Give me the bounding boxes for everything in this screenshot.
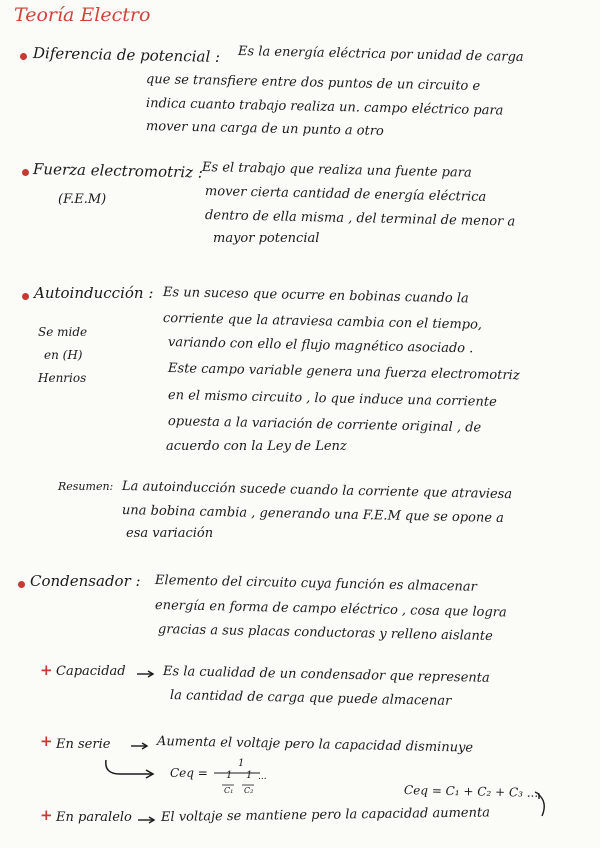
bullet-dot xyxy=(22,293,29,300)
definition-line: energía en forma de campo eléctrico , cosa que logra xyxy=(154,598,507,621)
definition-line: Es la cualidad de un condensador que representa xyxy=(162,664,490,686)
definition-line: en el mismo circuito , lo que induce una corriente xyxy=(167,388,497,410)
curved-arrow-icon xyxy=(534,790,552,820)
definition-line: opuesta a la variación de corriente original , de xyxy=(167,414,482,436)
definition-line: Es un suceso que ocurre en bobinas cuando la xyxy=(162,285,469,307)
fem-abbreviation: (F.E.M) xyxy=(58,192,107,207)
summary-line: una bobina cambia , generando una F.E.M que se opone a xyxy=(121,503,505,526)
subterm-en-serie: En serie xyxy=(56,737,111,752)
parallel-formula: Ceq = C₁ + C₂ + C₃ ... xyxy=(403,783,539,800)
definition-line: la cantidad de carga que puede almacenar xyxy=(169,688,452,709)
plus-marker: + xyxy=(40,732,53,750)
summary-line: La autoinducción sucede cuando la corriente que atraviesa xyxy=(121,479,513,503)
plus-marker: + xyxy=(40,661,53,679)
term-diferencia-potencial: Diferencia de potencial : xyxy=(32,44,221,66)
definition-line: dentro de ella misma , del terminal de menor a xyxy=(204,208,516,230)
formula-top-numerator: 1 xyxy=(238,758,245,769)
arrow-right-icon xyxy=(130,742,150,750)
subterm-en-paralelo: En paralelo xyxy=(56,810,132,825)
definition-line: acuerdo con la Ley de Lenz xyxy=(166,439,347,454)
definition-line: Es la energía eléctrica por unidad de carga xyxy=(237,44,524,65)
curved-arrow-icon xyxy=(100,758,160,780)
bullet-dot xyxy=(18,581,25,588)
definition-line: mover una carga de un punto a otro xyxy=(145,119,384,139)
definition-line: El voltaje se mantiene pero la capacidad aumenta xyxy=(160,805,491,825)
side-note-line: Se mide xyxy=(38,325,88,339)
arrow-right-icon xyxy=(136,670,156,678)
term-autoinduccion: Autoinducción : xyxy=(34,284,154,302)
term-condensador: Condensador : xyxy=(30,572,141,590)
definition-line: variando con ello el flujo magnético asociado . xyxy=(167,335,474,357)
summary-line: esa variación xyxy=(126,526,214,541)
definition-line: Es el trabajo que realiza una fuente para xyxy=(201,160,472,181)
formula-ellipsis: ... xyxy=(258,772,267,782)
definition-line: Este campo variable genera una fuerza electromotriz xyxy=(167,361,520,384)
definition-line: Aumenta el voltaje pero la capacidad disminuye xyxy=(156,734,474,756)
definition-line: que se transfiere entre dos puntos de un circuito e xyxy=(145,72,481,94)
side-note-line: Henrios xyxy=(38,371,87,385)
definition-line: gracias a sus placas conductoras y relleno aislante xyxy=(157,622,493,645)
formula-denominator: C₂ xyxy=(244,786,254,795)
plus-marker: + xyxy=(40,806,53,824)
formula-numerator: 1 xyxy=(226,770,233,781)
formula-lhs: Ceq = xyxy=(170,766,208,780)
subterm-capacidad: Capacidad xyxy=(56,664,126,679)
bullet-dot xyxy=(22,169,29,176)
definition-line: indica cuanto trabajo realiza un. campo eléctrico para xyxy=(145,96,504,119)
side-note-line: en (H) xyxy=(44,348,83,362)
summary-label: Resumen: xyxy=(58,480,114,493)
formula-denominator: C₁ xyxy=(224,786,234,795)
fraction-bar xyxy=(214,772,262,774)
arrow-right-icon xyxy=(137,816,157,824)
page-title: Teoría Electro xyxy=(14,4,151,26)
bullet-dot xyxy=(20,53,27,60)
formula-numerator: 1 xyxy=(246,770,253,781)
term-fuerza-electromotriz: Fuerza electromotriz : xyxy=(32,160,204,182)
definition-line: mayor potencial xyxy=(213,231,320,246)
definition-line: mover cierta cantidad de energía eléctrica xyxy=(204,184,487,205)
definition-line: Elemento del circuito cuya función es almacenar xyxy=(154,573,477,595)
definition-line: corriente que la atraviesa cambia con el tiempo, xyxy=(162,311,483,333)
